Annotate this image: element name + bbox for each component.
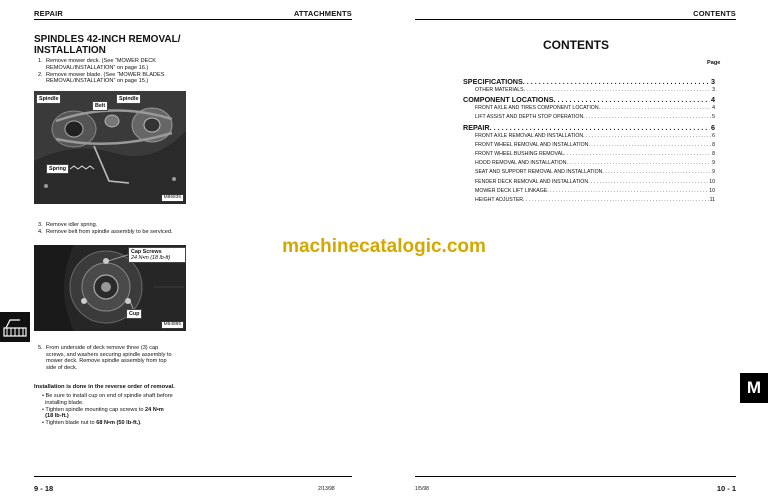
toc-entry[interactable]: FRONT WHEEL BUSHING REMOVAL . . . 8: [463, 150, 715, 159]
page-number: 9 - 18: [34, 484, 54, 493]
contents-title: CONTENTS: [543, 38, 609, 52]
step-5: 5. From underside of deck remove three (3) cap screws, and washers securing spindle assembly to mower deck. Remove spindle assembly from top side of deck.: [38, 345, 172, 371]
section-m-tab: M: [740, 373, 768, 403]
installation-note: Installation is done in the reverse order of removal.: [34, 384, 175, 390]
toc-entry[interactable]: FRONT AXLE REMOVAL AND INSTALLATION . . . 6: [463, 132, 715, 141]
toc-entry[interactable]: COMPONENT LOCATIONS . . . 4: [463, 95, 715, 104]
toc-entry[interactable]: HOOD REMOVAL AND INSTALLATION . . . 9: [463, 159, 715, 168]
revision-date: 1/5/98: [415, 486, 429, 492]
toc-entry[interactable]: HEIGHT ADJUSTER . . . 11: [463, 196, 715, 205]
callout-spindle-right: Spindle: [116, 94, 141, 104]
step-item: 2. Remove mower blade. (See “MOWER BLADES REMOVAL/INSTALLATION” on page 15.): [38, 71, 165, 85]
page-number: 10 - 1: [716, 484, 736, 493]
callout-cap-screws: Cap Screws 24 N•m (18 lb-ft): [128, 247, 186, 263]
mower-attachment-icon: [0, 312, 30, 342]
attachments-section-tab: [0, 312, 30, 342]
bullet-item: • Tighten blade nut to 68 N•m (50 lb-ft.).: [42, 420, 142, 427]
header-contents: CONTENTS: [693, 9, 736, 18]
toc-entry[interactable]: FRONT WHEEL REMOVAL AND INSTALLATION . . . 8: [463, 141, 715, 150]
footer-rule: [415, 476, 736, 477]
page-column-label: Page: [707, 60, 721, 66]
mower-deck-photo: [34, 91, 186, 204]
toc-entry[interactable]: REPAIR . . . 6: [463, 123, 715, 132]
callout-spring: Spring: [46, 164, 69, 174]
header-rule: [34, 19, 352, 20]
callout-spindle-left: Spindle: [36, 94, 61, 104]
steps-list-b: [38, 222, 173, 236]
toc-entry[interactable]: OTHER MATERIALS . . . 3: [463, 86, 715, 95]
step-item: 3. Remove idler spring.: [38, 222, 98, 228]
callout-belt: Belt: [92, 101, 108, 111]
header-section: REPAIR: [34, 9, 63, 18]
callout-cup: Cup: [126, 309, 142, 319]
torque-spec: 24 N•m (18 lb-ft): [131, 255, 171, 261]
figure-id: M86835: [161, 194, 184, 202]
steps-list-a: [38, 58, 164, 85]
header-chapter: ATTACHMENTS: [293, 9, 352, 18]
toc-entry[interactable]: FENDER DECK REMOVAL AND INSTALLATION . . . 10: [463, 178, 715, 187]
toc-entry[interactable]: LIFT ASSIST AND DEPTH STOP OPERATION . . . 5: [463, 113, 715, 122]
toc-entry[interactable]: FRONT AXLE AND TIRES COMPONENT LOCATION . . . 4: [463, 104, 715, 113]
step-item: 4. Remove belt from spindle assembly to be serviced.: [38, 229, 173, 236]
table-of-contents: [463, 77, 715, 205]
watermark-text: machinecatalogic.com: [282, 236, 486, 257]
bullet-item: • Tighten spindle mounting cap screws to 24 N•m (18 lb-ft.): [42, 406, 164, 420]
deck-illustration: [34, 91, 186, 204]
section-title: SPINDLES 42-INCH REMOVAL/ INSTALLATION: [34, 34, 181, 56]
bullet-item: • Be sure to install cup on end of spindle shaft before installing blade.: [42, 393, 173, 406]
toc-entry[interactable]: MOWER DECK LIFT LINKAGE . . . 10: [463, 187, 715, 196]
header-rule: [415, 19, 736, 20]
toc-entry[interactable]: SEAT AND SUPPORT REMOVAL AND INSTALLATION . . . 9: [463, 168, 715, 177]
figure-id: M54885: [161, 321, 184, 329]
step-item: 1. Remove mower deck. (See “MOWER DECK REMOVAL/INSTALLATION” on page 16.): [38, 58, 157, 71]
footer-rule: [34, 476, 352, 477]
install-bullets: [42, 393, 173, 427]
revision-date: 2/13/98: [318, 486, 335, 492]
toc-entry[interactable]: SPECIFICATIONS . . . 3: [463, 77, 715, 86]
